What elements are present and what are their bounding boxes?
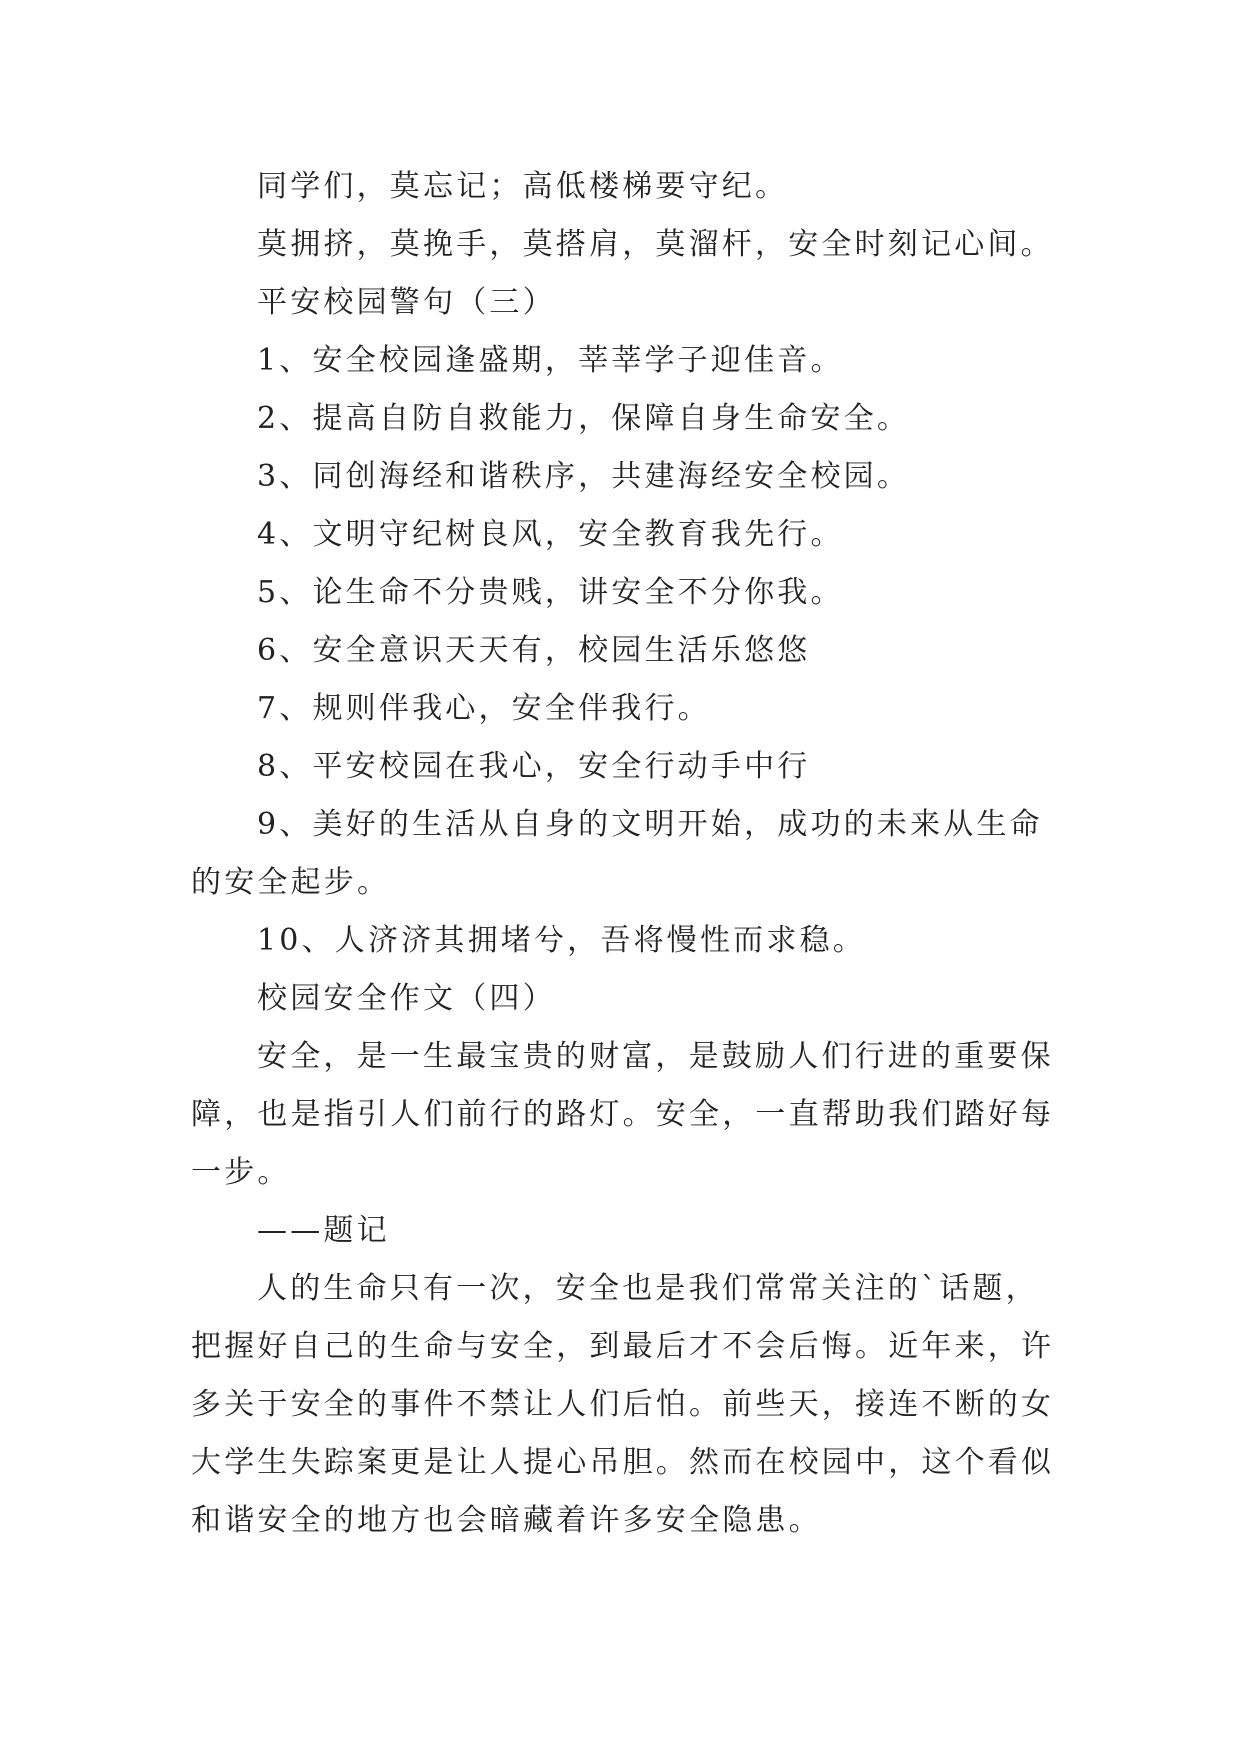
list-item: 2、提高自防自救能力，保障自身生命安全。 — [257, 401, 911, 436]
section-heading: 平安校园警句（三） — [257, 285, 556, 320]
text-line: 同学们，莫忘记；高低楼梯要守纪。 — [257, 169, 789, 204]
text-line: 莫拥挤，莫挽手，莫搭肩，莫溜杆，安全时刻记心间。 — [257, 227, 1054, 262]
list-item: 4、文明守纪树良风，安全教育我先行。 — [257, 517, 844, 552]
paragraph-line: 障，也是指引人们前行的路灯。安全，一直帮助我们踏好每 — [191, 1097, 1055, 1132]
list-item: 7、规则伴我心，安全伴我行。 — [257, 691, 711, 726]
list-item-continuation: 的安全起步。 — [191, 865, 391, 900]
epigraph-attribution: ——题记 — [257, 1213, 390, 1248]
list-item: 1、安全校园逢盛期，莘莘学子迎佳音。 — [257, 343, 844, 378]
section-heading: 校园安全作文（四） — [257, 981, 556, 1016]
paragraph-line: 人的生命只有一次，安全也是我们常常关注的`话题， — [257, 1271, 1039, 1306]
list-item: 8、平安校园在我心，安全行动手中行 — [257, 749, 811, 784]
paragraph-line: 把握好自己的生命与安全，到最后才不会后悔。近年来，许 — [191, 1329, 1055, 1364]
paragraph-line: 和谐安全的地方也会暗藏着许多安全隐患。 — [191, 1503, 822, 1538]
paragraph-line: 大学生失踪案更是让人提心吊胆。然而在校园中，这个看似 — [191, 1445, 1055, 1480]
paragraph-line: 安全，是一生最宝贵的财富，是鼓励人们行进的重要保 — [257, 1039, 1054, 1074]
list-item: 6、安全意识天天有，校园生活乐悠悠 — [257, 633, 811, 668]
list-item: 5、论生命不分贵贱，讲安全不分你我。 — [257, 575, 844, 610]
document-body — [191, 158, 1111, 1550]
paragraph-line: 一步。 — [191, 1155, 291, 1190]
list-item: 10、人济济其拥堵兮，吾将慢性而求稳。 — [257, 923, 866, 958]
list-item: 9、美好的生活从自身的文明开始，成功的未来从生命 — [257, 807, 1043, 842]
paragraph-line: 多关于安全的事件不禁让人们后怕。前些天，接连不断的女 — [191, 1387, 1055, 1422]
list-item: 3、同创海经和谐秩序，共建海经安全校园。 — [257, 459, 911, 494]
